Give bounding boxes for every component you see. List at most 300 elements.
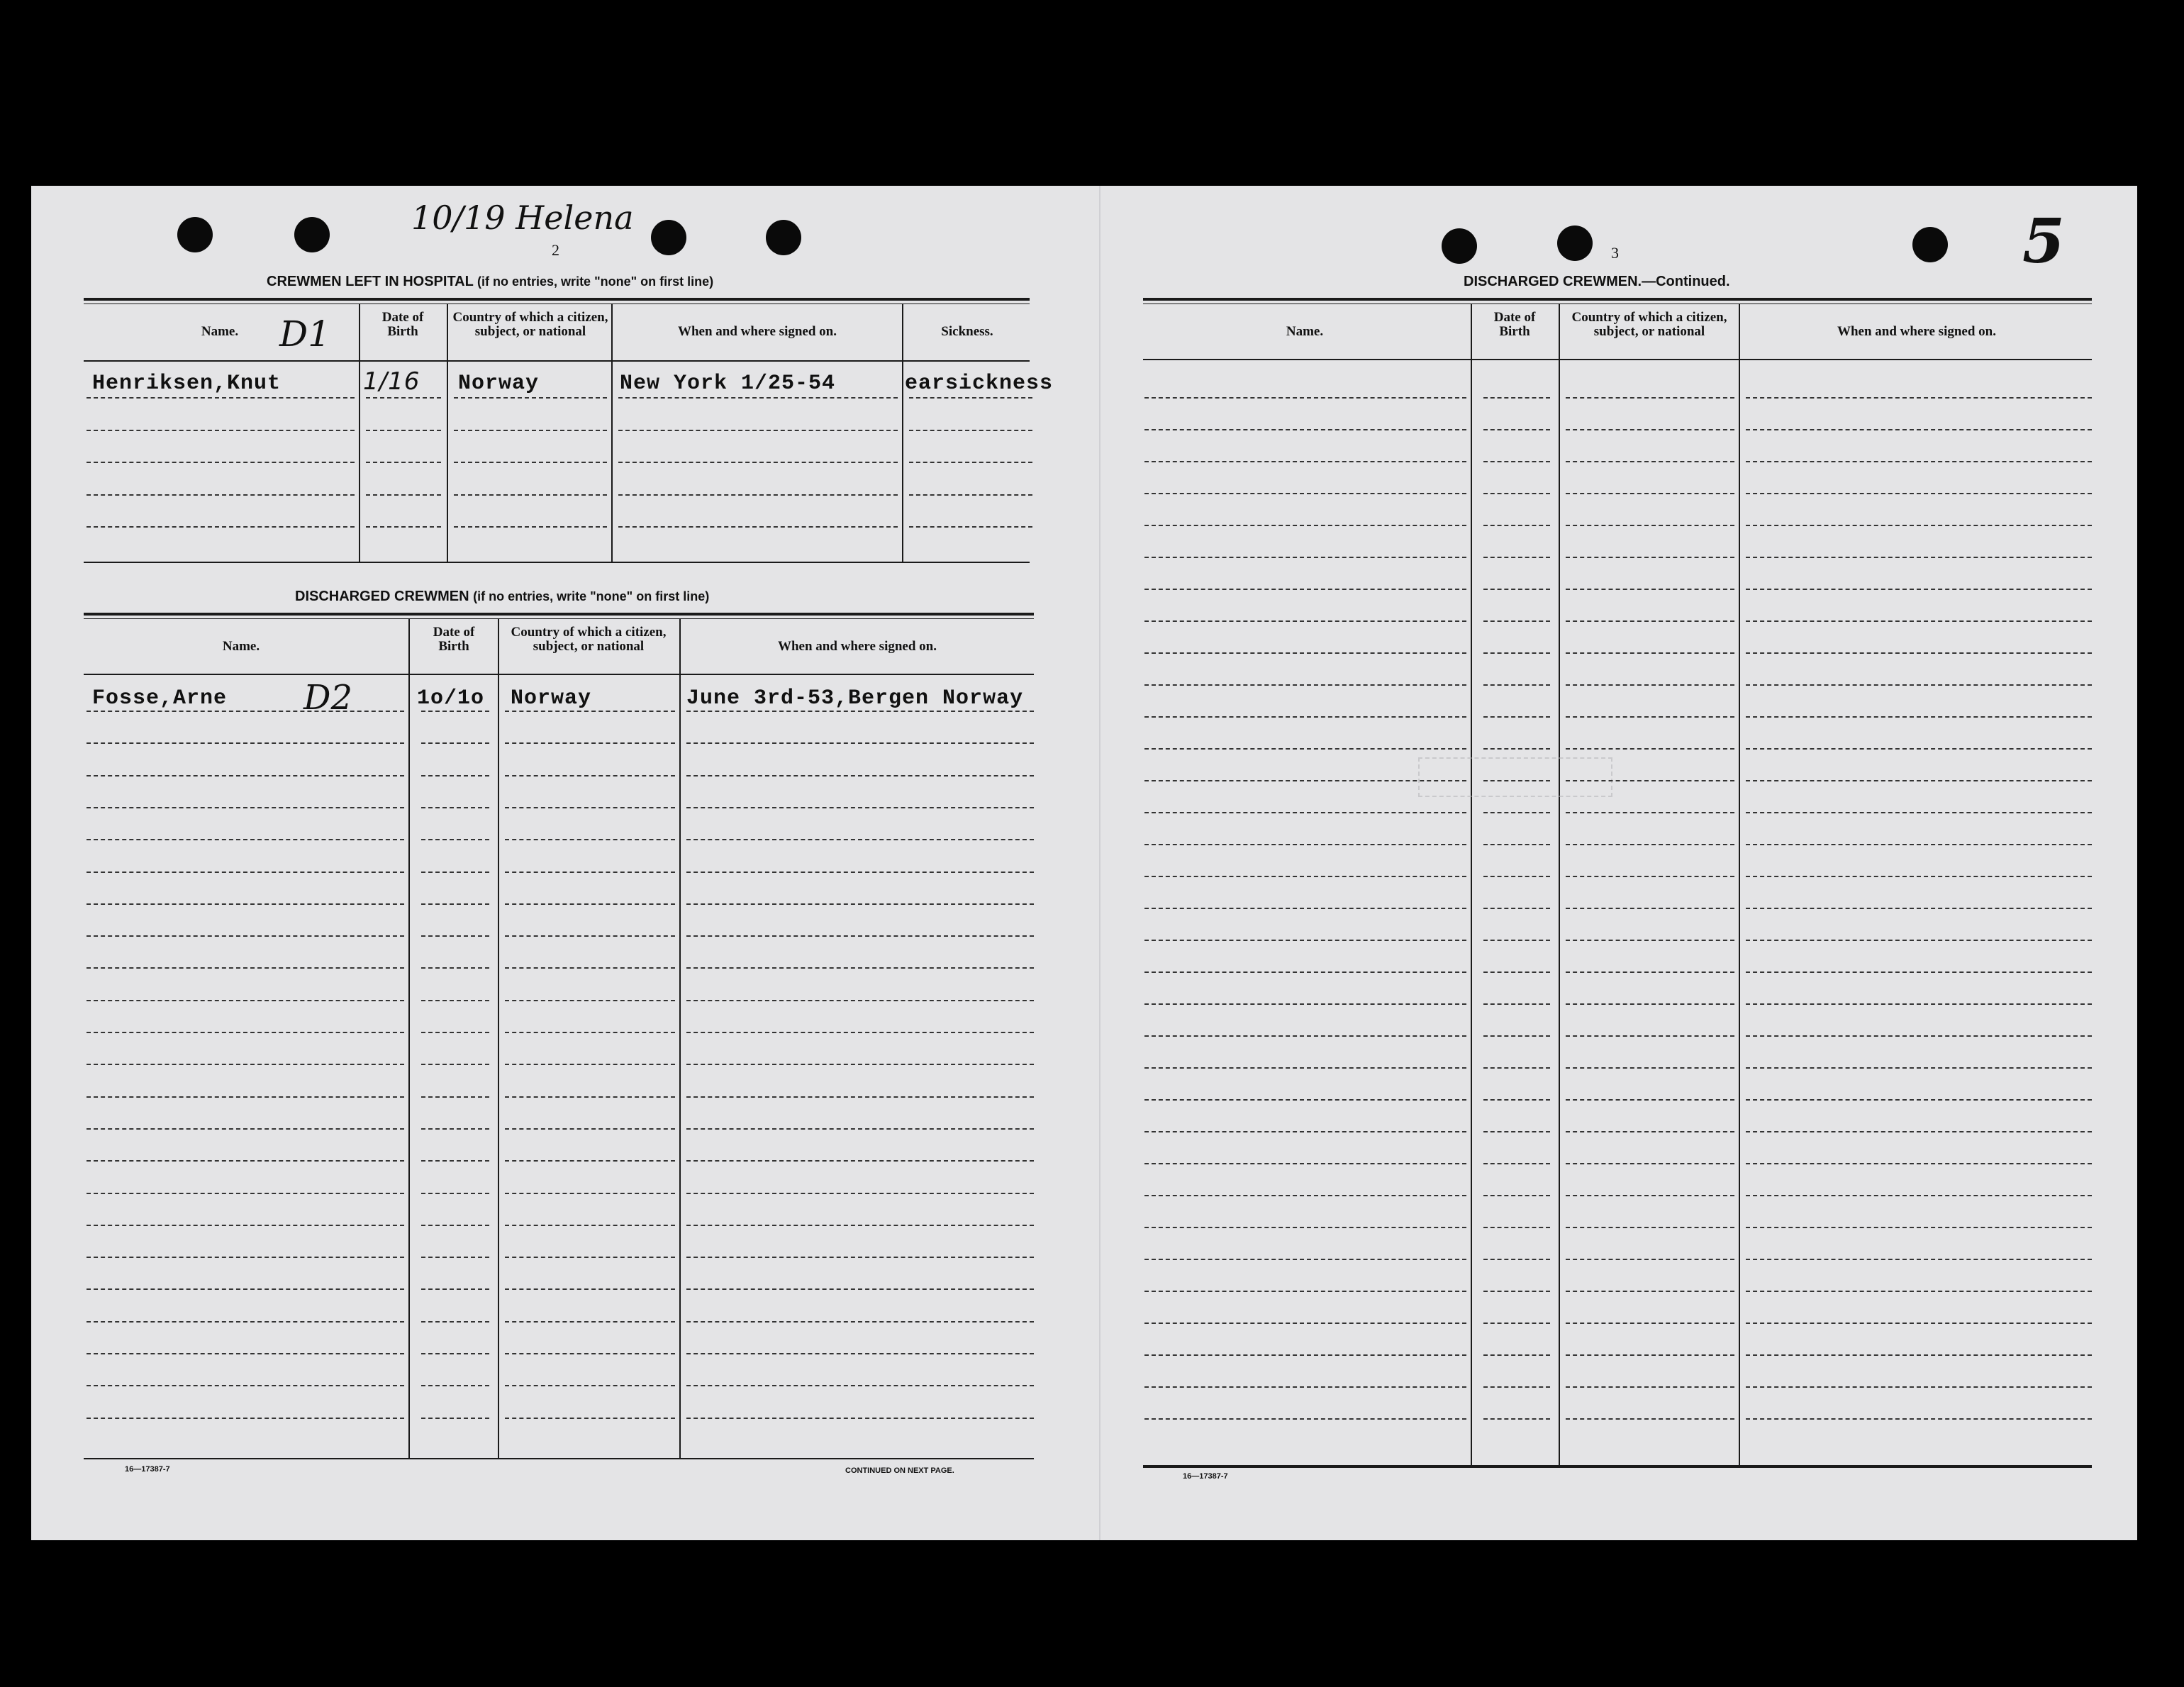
hospital-title-text: CREWMEN LEFT IN HOSPITAL (267, 274, 474, 289)
ruled-line (1746, 1035, 2092, 1037)
ruled-line (1144, 525, 1466, 526)
ruled-line (618, 462, 898, 463)
ruled-line (505, 1418, 675, 1419)
ruled-line (505, 1064, 675, 1065)
ruled-line (1566, 493, 1734, 494)
ruled-line (421, 775, 489, 776)
ruled-line (1483, 1099, 1550, 1101)
ruled-line (87, 1321, 404, 1323)
hospital-section-title (267, 274, 713, 290)
ruled-line (87, 1225, 404, 1226)
ruled-line (87, 935, 404, 937)
ruled-line (1746, 780, 2092, 781)
ruled-line (1566, 1163, 1734, 1164)
ruled-line (1566, 940, 1734, 941)
ruled-line (1483, 557, 1550, 558)
ruled-line (909, 397, 1032, 399)
ruled-line (1483, 397, 1550, 399)
ruled-line (87, 430, 355, 431)
ruled-line (87, 903, 404, 905)
discharged-row-mark: D2 (303, 678, 353, 718)
discharged-col-divider (679, 618, 681, 1459)
hospital-row-signed: New York 1/25-54 (620, 372, 836, 396)
ruled-line (1144, 1035, 1466, 1037)
ruled-line (505, 872, 675, 873)
right-col-divider (1559, 304, 1560, 1465)
ruled-line (1144, 684, 1466, 686)
ruled-line (87, 1418, 404, 1419)
right-top-rule (1143, 298, 2092, 301)
ruled-line (1746, 493, 2092, 494)
page-mark: 5 (2022, 206, 2065, 277)
discharged-instruction: (if no entries, write "none" on first line) (473, 589, 710, 603)
discharged-row-country: Norway (511, 686, 592, 711)
ruled-line (1566, 1195, 1734, 1196)
hospital-col-divider (359, 304, 360, 563)
ruled-line (505, 1096, 675, 1098)
ruled-line (87, 462, 355, 463)
ruled-line (1483, 1195, 1550, 1196)
ruled-line (87, 775, 404, 776)
ruled-line (87, 807, 404, 808)
ruled-line (1746, 876, 2092, 877)
hospital-col-divider (611, 304, 613, 563)
right-header-signed: When and where signed on. (1837, 324, 1996, 339)
right-header-name: Name. (1286, 324, 1324, 339)
ruled-line (87, 967, 404, 969)
ruled-line (421, 742, 489, 744)
ruled-line (421, 1353, 489, 1354)
ruled-line (505, 775, 675, 776)
hospital-col-divider (447, 304, 448, 563)
ruled-line (1144, 1227, 1466, 1228)
ruled-line (1483, 876, 1550, 877)
ruled-line (1746, 652, 2092, 654)
ruled-line (686, 967, 1034, 969)
discharged-header-country: Country of which a citizen, subject, or national (511, 625, 667, 654)
right-col-divider (1739, 304, 1740, 1465)
ruled-line (686, 872, 1034, 873)
ruled-line (505, 807, 675, 808)
ruled-line (1483, 1354, 1550, 1356)
ruled-line (686, 1225, 1034, 1226)
ruled-line (1746, 940, 2092, 941)
discharged-col-divider (498, 618, 499, 1459)
ruled-line (1144, 1163, 1466, 1164)
discharged-header-signed: When and where signed on. (777, 639, 937, 654)
ruled-line (505, 967, 675, 969)
ruled-line (1566, 1386, 1734, 1388)
ruled-line (1144, 1195, 1466, 1196)
ruled-line (1746, 1099, 2092, 1101)
ruled-line (1746, 1227, 2092, 1228)
hospital-instruction: (if no entries, write "none" on first line) (477, 274, 714, 289)
ruled-line (1746, 620, 2092, 622)
ruled-line (1144, 1354, 1466, 1356)
ruled-line (421, 903, 489, 905)
ruled-line (421, 1257, 489, 1258)
ruled-line (618, 526, 898, 528)
ruled-line (421, 1193, 489, 1194)
ruled-line (1144, 748, 1466, 750)
ruled-line (1566, 652, 1734, 654)
ruled-line (1566, 1067, 1734, 1069)
ruled-line (1483, 1323, 1550, 1324)
ruled-line (505, 1000, 675, 1001)
ruled-line (1483, 1227, 1550, 1228)
ruled-line (1483, 1418, 1550, 1420)
ruled-line (1566, 1099, 1734, 1101)
ruled-line (87, 1353, 404, 1354)
ruled-line (686, 1321, 1034, 1323)
ruled-line (1144, 1067, 1466, 1069)
ruled-line (505, 1385, 675, 1386)
ruled-line (421, 839, 489, 840)
ruled-line (366, 462, 441, 463)
ruled-line (505, 1128, 675, 1130)
punch-hole (766, 220, 801, 255)
ruled-line (1746, 1195, 2092, 1196)
ruled-line (1144, 716, 1466, 718)
continued-note: CONTINUED ON NEXT PAGE. (845, 1466, 954, 1475)
ruled-line (421, 711, 489, 712)
ruled-line (1566, 1003, 1734, 1005)
ruled-line (1746, 684, 2092, 686)
hospital-header-sickness: Sickness. (941, 324, 993, 339)
ruled-line (505, 1288, 675, 1290)
hospital-header-rule (84, 360, 1030, 362)
ruled-line (1483, 1035, 1550, 1037)
ruled-line (505, 1193, 675, 1194)
punch-hole (1557, 226, 1593, 261)
ruled-line (1746, 429, 2092, 430)
ruled-line (1746, 1067, 2092, 1069)
ruled-line (1566, 1131, 1734, 1132)
ruled-line (1144, 780, 1466, 781)
ruled-line (421, 1160, 489, 1162)
ruled-line (1566, 461, 1734, 462)
ruled-line (505, 1353, 675, 1354)
ruled-line (421, 1032, 489, 1033)
ruled-line (1566, 1323, 1734, 1324)
ruled-line (1566, 1259, 1734, 1260)
page-number: 3 (1611, 244, 1619, 262)
discharged-header-dob: Date of Birth (433, 625, 475, 654)
hospital-name-mark: D1 (279, 313, 330, 355)
ruled-line (505, 711, 675, 712)
ruled-line (1566, 1291, 1734, 1292)
ruled-line (686, 807, 1034, 808)
discharged-section-title (295, 589, 709, 605)
page-fold (1099, 186, 1101, 1540)
ruled-line (1746, 525, 2092, 526)
ruled-line (1566, 971, 1734, 973)
ruled-line (1144, 1259, 1466, 1260)
ruled-line (618, 494, 898, 496)
ruled-line (686, 935, 1034, 937)
ruled-line (1483, 908, 1550, 909)
ruled-line (686, 711, 1034, 712)
ruled-line (686, 1353, 1034, 1354)
ruled-line (1483, 1003, 1550, 1005)
punch-hole (1442, 228, 1477, 264)
ruled-line (1746, 1291, 2092, 1292)
ruled-line (1746, 844, 2092, 845)
right-form-number: 16—17387-7 (1183, 1472, 1228, 1481)
ruled-line (1483, 652, 1550, 654)
ruled-line (421, 1288, 489, 1290)
punch-hole (294, 217, 330, 252)
ruled-line (1483, 493, 1550, 494)
ruled-line (421, 1128, 489, 1130)
punch-hole (651, 220, 686, 255)
hospital-header-dob: Date of Birth (381, 310, 424, 339)
ruled-line (505, 903, 675, 905)
ruled-line (505, 1321, 675, 1323)
ruled-line (686, 1032, 1034, 1033)
ruled-line (87, 1128, 404, 1130)
ruled-line (421, 1418, 489, 1419)
discharged-row-name: Fosse,Arne (92, 686, 228, 711)
ruled-line (87, 1385, 404, 1386)
ruled-line (1144, 557, 1466, 558)
ruled-line (87, 1000, 404, 1001)
punch-hole (1912, 227, 1948, 262)
ruled-line (1566, 1418, 1734, 1420)
ruled-line (1566, 429, 1734, 430)
ruled-line (1144, 971, 1466, 973)
ruled-line (1144, 589, 1466, 590)
ruled-line (87, 1193, 404, 1194)
ruled-line (1483, 1291, 1550, 1292)
ruled-line (366, 526, 441, 528)
handwritten-note: 10/19 Helena (411, 199, 634, 237)
ruled-line (421, 872, 489, 873)
ruled-line (1566, 1354, 1734, 1356)
ruled-line (1483, 684, 1550, 686)
ruled-line (1746, 461, 2092, 462)
right-col-divider (1471, 304, 1472, 1465)
ruled-line (87, 1032, 404, 1033)
ruled-line (1144, 940, 1466, 941)
ruled-line (421, 807, 489, 808)
ruled-line (421, 1096, 489, 1098)
ruled-line (87, 1288, 404, 1290)
ruled-line (1746, 908, 2092, 909)
ruled-line (1566, 620, 1734, 622)
ruled-line (87, 1096, 404, 1098)
ruled-line (505, 1160, 675, 1162)
ruled-line (454, 462, 607, 463)
ruled-line (505, 1225, 675, 1226)
discharged-col-divider (408, 618, 410, 1459)
hospital-header-name: Name. (201, 324, 239, 339)
punch-hole (177, 217, 213, 252)
ruled-line (1746, 1418, 2092, 1420)
ruled-line (1566, 1227, 1734, 1228)
ruled-line (505, 1257, 675, 1258)
ruled-line (1746, 812, 2092, 813)
ruled-line (1746, 589, 2092, 590)
ruled-line (1746, 1131, 2092, 1132)
ruled-line (1483, 812, 1550, 813)
ruled-line (1566, 397, 1734, 399)
ruled-line (421, 1321, 489, 1323)
ruled-line (1566, 908, 1734, 909)
ruled-line (1144, 397, 1466, 399)
ruled-line (1566, 780, 1734, 781)
ruled-line (454, 494, 607, 496)
ruled-line (1483, 1067, 1550, 1069)
discharged-title-text: DISCHARGED CREWMEN (295, 589, 469, 604)
ruled-line (421, 1064, 489, 1065)
ruled-line (1566, 557, 1734, 558)
ruled-line (1144, 1291, 1466, 1292)
hospital-row-sickness: earsickness (905, 372, 1054, 396)
hospital-header-signed: When and where signed on. (677, 324, 837, 339)
hospital-top-rule (84, 298, 1030, 301)
ruled-line (1144, 1131, 1466, 1132)
ruled-line (686, 1288, 1034, 1290)
ruled-line (421, 1000, 489, 1001)
ruled-line (1144, 461, 1466, 462)
ruled-line (909, 430, 1032, 431)
ruled-line (1144, 1099, 1466, 1101)
ruled-line (1144, 1418, 1466, 1420)
left-form-number: 16—17387-7 (125, 1465, 170, 1474)
ruled-line (1483, 748, 1550, 750)
document-sheet (31, 186, 2137, 1540)
ruled-line (686, 1096, 1034, 1098)
ruled-line (1746, 1386, 2092, 1388)
ruled-line (686, 1000, 1034, 1001)
ruled-line (1144, 812, 1466, 813)
ruled-line (454, 430, 607, 431)
ruled-line (1746, 1003, 2092, 1005)
ruled-line (87, 1160, 404, 1162)
ruled-line (1483, 1131, 1550, 1132)
discharged-top-rule-2 (84, 618, 1034, 619)
ruled-line (618, 430, 898, 431)
faded-stamp (1418, 757, 1612, 797)
ruled-line (1483, 1386, 1550, 1388)
ruled-line (1566, 716, 1734, 718)
ruled-line (505, 839, 675, 840)
ruled-line (1746, 971, 2092, 973)
hospital-bottom-rule (84, 562, 1030, 563)
ruled-line (1144, 1323, 1466, 1324)
ruled-line (87, 397, 355, 399)
discharged-row-signed: June 3rd-53,Bergen Norway (686, 686, 1024, 711)
ruled-line (1144, 876, 1466, 877)
ruled-line (1566, 876, 1734, 877)
ruled-line (1483, 780, 1550, 781)
ruled-line (909, 462, 1032, 463)
ruled-line (87, 494, 355, 496)
ruled-line (1483, 525, 1550, 526)
ruled-line (1144, 1386, 1466, 1388)
ruled-line (1483, 716, 1550, 718)
ruled-line (1483, 620, 1550, 622)
ruled-line (366, 494, 441, 496)
discharged-top-rule (84, 613, 1034, 616)
ruled-line (87, 742, 404, 744)
ruled-line (1144, 1003, 1466, 1005)
ruled-line (1144, 620, 1466, 622)
ruled-line (421, 935, 489, 937)
hospital-row-country: Norway (458, 372, 540, 396)
right-header-rule (1143, 359, 2092, 360)
ruled-line (1746, 716, 2092, 718)
ruled-line (1144, 652, 1466, 654)
ruled-line (1144, 493, 1466, 494)
right-header-dob: Date of Birth (1493, 310, 1536, 339)
ruled-line (1144, 844, 1466, 845)
ruled-line (1746, 1354, 2092, 1356)
ruled-line (686, 1128, 1034, 1130)
page-number: 2 (552, 241, 559, 259)
ruled-line (87, 1257, 404, 1258)
ruled-line (421, 1385, 489, 1386)
ruled-line (686, 1160, 1034, 1162)
ruled-line (686, 903, 1034, 905)
ruled-line (1746, 748, 2092, 750)
discharged-bottom-rule (84, 1458, 1034, 1459)
ruled-line (454, 397, 607, 399)
hospital-header-country: Country of which a citizen, subject, or national (452, 310, 608, 339)
ruled-line (505, 1032, 675, 1033)
ruled-line (87, 1064, 404, 1065)
ruled-line (1144, 429, 1466, 430)
ruled-line (686, 1193, 1034, 1194)
ruled-line (909, 526, 1032, 528)
ruled-line (909, 494, 1032, 496)
ruled-line (1566, 684, 1734, 686)
ruled-line (1483, 971, 1550, 973)
ruled-line (421, 967, 489, 969)
ruled-line (1483, 1163, 1550, 1164)
ruled-line (1566, 748, 1734, 750)
ruled-line (1144, 908, 1466, 909)
hospital-col-divider (902, 304, 903, 563)
ruled-line (87, 872, 404, 873)
ruled-line (1483, 589, 1550, 590)
ruled-line (1566, 812, 1734, 813)
discharged-row-dob: 1o/1o (417, 686, 485, 711)
ruled-line (366, 397, 441, 399)
ruled-line (1483, 844, 1550, 845)
ruled-line (1483, 940, 1550, 941)
ruled-line (686, 1418, 1034, 1419)
ruled-line (1566, 525, 1734, 526)
ruled-line (686, 1064, 1034, 1065)
ruled-line (454, 526, 607, 528)
ruled-line (1483, 461, 1550, 462)
ruled-line (686, 839, 1034, 840)
ruled-line (505, 935, 675, 937)
ruled-line (1746, 397, 2092, 399)
right-section-title: DISCHARGED CREWMEN.—Continued. (1464, 274, 1730, 289)
ruled-line (1746, 557, 2092, 558)
ruled-line (1566, 589, 1734, 590)
hospital-row-name: Henriksen,Knut (92, 372, 282, 396)
ruled-line (1746, 1259, 2092, 1260)
ruled-line (686, 775, 1034, 776)
ruled-line (505, 742, 675, 744)
ruled-line (366, 430, 441, 431)
ruled-line (618, 397, 898, 399)
ruled-line (1566, 844, 1734, 845)
